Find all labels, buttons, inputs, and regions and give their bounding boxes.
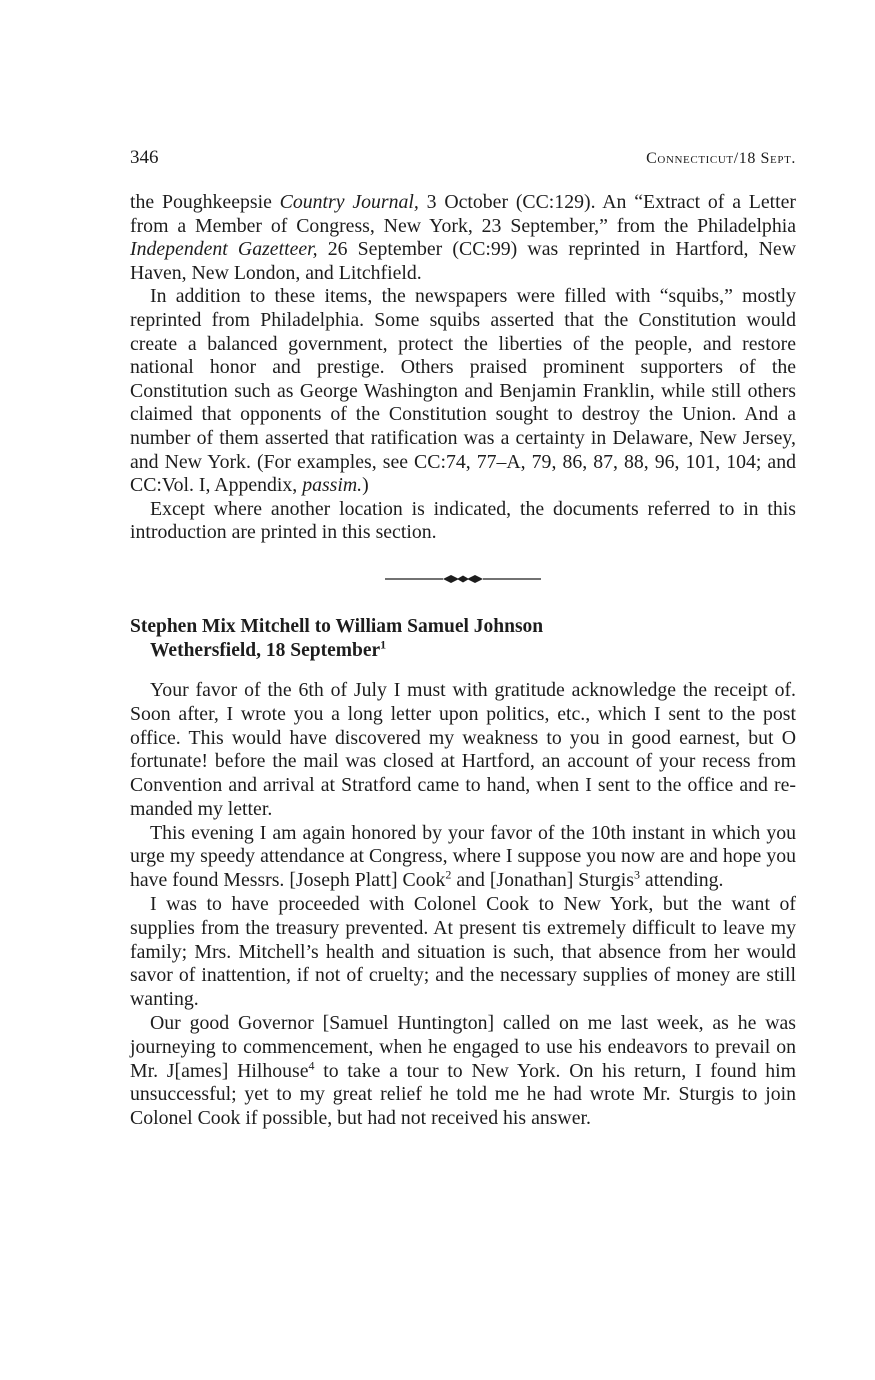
letter-paragraph [130, 1012, 796, 1131]
footnote-reference: 2 [445, 867, 452, 882]
intro-paragraph [130, 285, 796, 497]
text-run: Except where another location is indicated, the documents referred to in this introduction are printed in this section. [130, 497, 796, 544]
text-run: 3 October (CC:129). An “Extract of a Letter from a Member of Congress, New York, 23 September,” from the Philadelphia [130, 191, 797, 237]
document-heading-dateline [130, 639, 796, 663]
section-divider-ornament [130, 573, 796, 585]
letter-paragraph [130, 893, 796, 1012]
introduction-section [130, 191, 796, 545]
text-run: 26 September (CC:99) was reprinted in Hartford, New Haven, New London, and Litchfield. [130, 238, 796, 284]
text-run: Your favor of the 6th of July I must with gratitude acknowledge the receipt of. Soon after, I wrote you a long letter upon politics, etc., which I sent to the post office. This would have discovered my weakness to you in good earnest, but O fortunate! before the mail was closed at Hartford, an account of your recess from Convention and arrival at Stratford came to hand, when I sent to the office and remanded my letter. [130, 678, 796, 820]
text-run: ) [362, 474, 369, 497]
text-run: I was to have proceeded with Colonel Cook to New York, but the want of supplies from the treasury prevented. At present tis extremely difficult to leave my family; Mrs. Mitchell’s health and situation is such, that absence from her would savor of inattention, if not of cruelty; and the necessary supplies of money are still wanting. [130, 893, 796, 1011]
text-run: to take a tour to New York. On his return, I found him unsuccessful; yet to my great relief he told me he had wrote Mr. Sturgis to join Colonel Cook if possible, but had not received his answer. [130, 1059, 796, 1130]
letter-section [130, 615, 796, 1131]
letter-paragraph [130, 822, 796, 893]
document-heading [130, 615, 796, 663]
text-run: Our good Governor [Samuel Huntington] called on me last week, as he was journeying to commencement, when he engaged to use his endeavors to prevail on Mr. J[ames] Hilhouse [130, 1012, 796, 1082]
running-title: Connecticut/18 Sept. [646, 150, 796, 167]
dateline-text: Wethersfield, 18 September [150, 639, 381, 661]
italic-title: Country Journal, [279, 191, 419, 213]
ornament-icon [385, 573, 541, 585]
text-run: In addition to these items, the newspapers were filled with “squibs,” mostly reprinted from Philadelphia. Some squibs asserted that the Constitution would create a balanced government, protect the liberties of the people, and restore national honor and prestige. Others praised prominent supporters of the Constitution such as George Washington and Benjamin Franklin, while still others claimed that opponents of the Constitution sought to destroy the Union. And a number of them asserted that ratification was a certainty in Delaware, New Jersey, and New York. (For examples, see CC:74, 77–A, 79, 86, 87, 88, 96, 101, 104; and CC:Vol. I, Appendix, [130, 285, 796, 497]
running-head [130, 146, 796, 171]
intro-paragraph [130, 191, 796, 285]
italic-title: Independent Gazetteer, [130, 238, 318, 261]
text-run: attending. [639, 869, 724, 892]
text-run: and [Jonathan] Sturgis [451, 869, 634, 892]
book-page [130, 146, 796, 1131]
footnote-reference: 3 [633, 867, 640, 882]
document-heading-title: Stephen Mix Mitchell to William Samuel Johnson [130, 615, 544, 637]
text-run: the Poughkeepsie [130, 191, 280, 213]
text-run: This evening I am again honored by your favor of the 10th instant in which you urge my speedy attendance at Congress, where I suppose you now are and hope you have found Messrs. [Joseph Platt] Cook [130, 821, 796, 892]
footnote-reference: 4 [308, 1058, 315, 1073]
italic-title: passim. [302, 474, 363, 497]
page-number: 346 [130, 147, 159, 168]
intro-paragraph [130, 498, 796, 545]
footnote-reference: 1 [380, 637, 387, 652]
letter-paragraph [130, 679, 796, 822]
